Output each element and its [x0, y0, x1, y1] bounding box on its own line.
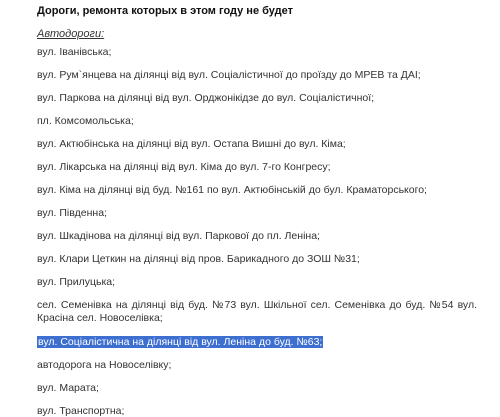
list-item: вул. Південна; — [37, 207, 107, 219]
section-label: Автодороги: — [37, 28, 105, 40]
list-item: вул. Лікарська на ділянці від вул. Кіма до вул. 7-го Конгресу; — [37, 161, 331, 173]
document-heading: Дороги, ремонта которых в этом году не будет — [37, 5, 293, 17]
list-item: вул. Шкадінова на ділянці від вул. Паркової до пл. Леніна; — [37, 230, 320, 242]
list-item: сел. Семенівка на ділянці від буд. №73 вул. Шкільної сел. Семенівка до буд. №54 вул. Красіна сел. Новоселівка; — [37, 299, 477, 324]
list-item: вул. Клари Цеткин на ділянці від пров. Барикадного до ЗОШ №31; — [37, 253, 360, 265]
list-item: автодорога на Новоселівку; — [37, 359, 172, 371]
list-item: вул. Транспортна; — [37, 405, 125, 417]
list-item: вул. Прилуцька; — [37, 276, 116, 288]
list-item: пл. Комсомольська; — [37, 115, 134, 127]
list-item-highlighted[interactable] — [37, 336, 323, 349]
list-item: вул. Кіма на ділянці від буд. №161 по вул. Актюбінській до бул. Краматорського; — [37, 184, 427, 196]
list-item: вул. Рум`янцева на ділянці від вул. Соціалістичної до проїзду до МРЕВ та ДАІ; — [37, 69, 421, 81]
list-item: вул. Іванівська; — [37, 46, 112, 58]
list-item: вул. Актюбінська на ділянці від вул. Остапа Вишні до вул. Кіма; — [37, 138, 346, 150]
list-item: вул. Марата; — [37, 382, 99, 394]
list-item: вул. Паркова на ділянці від вул. Орджонікідзе до вул. Соціалістичної; — [37, 92, 375, 104]
selected-text[interactable]: вул. Соціалістична на ділянці від вул. Леніна до буд. №63; — [38, 336, 323, 348]
